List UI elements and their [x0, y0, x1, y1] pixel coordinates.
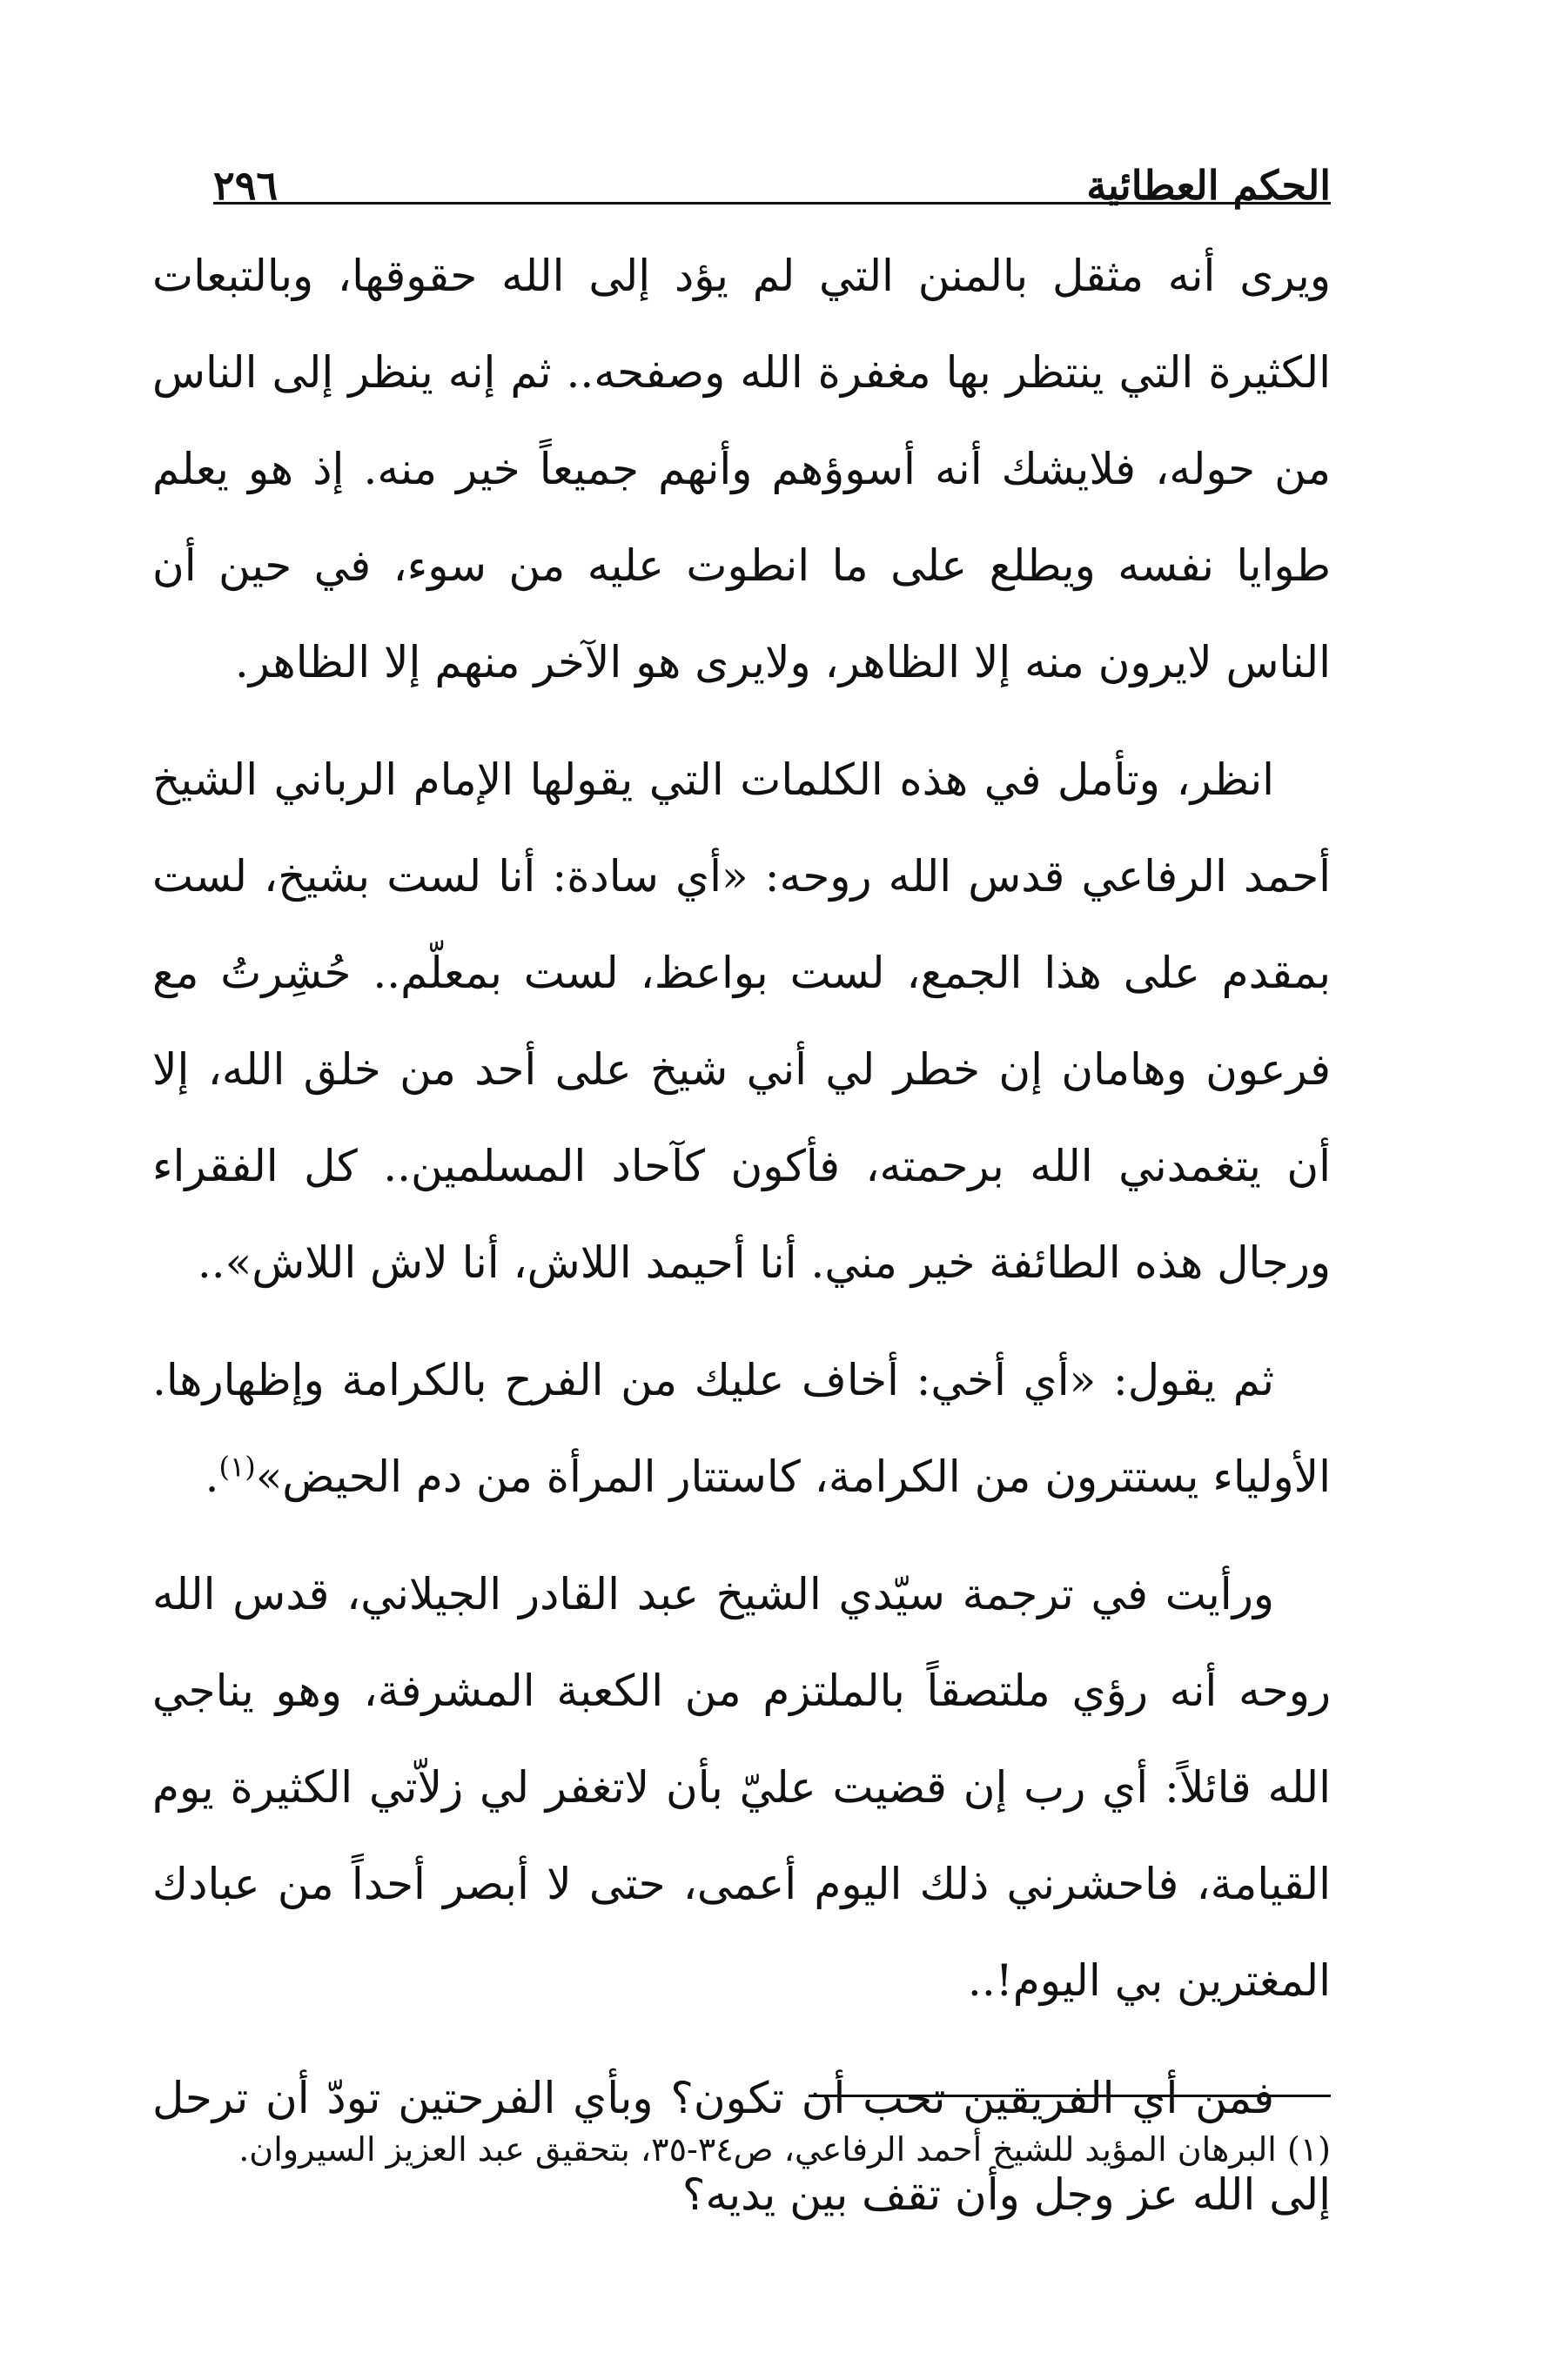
- paragraph: [152, 1332, 1331, 1525]
- paragraph: فمن أي الفريقين تحب أن تكون؟ وبأي الفرحتين تودّ أن ترحل إلى الله عز وجل وأن تقف بين يديه؟: [152, 2073, 1331, 2220]
- paragraph-end: .: [205, 1451, 219, 1502]
- page-number: ٢٩٦: [213, 162, 279, 209]
- paragraph: ورأيت في ترجمة سيّدي الشيخ عبد القادر الجيلاني، قدس الله روحه أنه رؤي ملتصقاً بالملتزم من الكعبة المشرفة، وهو يناجي الله قائلاً: أي رب إن قضيت عليّ بأن لاتغفر لي زلاّتي الكثيرة يوم القيامة، فاحشرني ذلك اليوم أعمى، حتى لا أبصر أحداً من عبادك المغترين بي اليوم!..: [152, 1569, 1331, 2006]
- paragraph-text: ثم يقول: «أي أخي: أخاف عليك من الفرح بالكرامة وإظهارها. الأولياء يستترون من الكرامة، كاستتار المرأة من دم الحيض»: [152, 1355, 1331, 1502]
- footnote-divider: [809, 2095, 1331, 2097]
- book-title: الحكم العطائية: [1086, 162, 1331, 209]
- header-divider: [213, 202, 1331, 204]
- paragraph: ويرى أنه مثقل بالمنن التي لم يؤد إلى الله حقوقها، وبالتبعات الكثيرة التي ينتظر بها مغفرة الله وصفحه.. ثم إنه ينظر إلى الناس من حوله، فلايشك أنه أسوؤهم وأنهم جميعاً خير منه. إذ هو يعلم طوايا نفسه ويطلع على ما انطوت عليه من سوء، في حين أن الناس لايرون منه إلا الظاهر، ولايرى هو الآخر منهم إلا الظاهر.: [152, 251, 1331, 687]
- paragraph: انظر، وتأمل في هذه الكلمات التي يقولها الإمام الرباني الشيخ أحمد الرفاعي قدس الله روحه: «أي سادة: أنا لست بشيخ، لست بمقدم على هذا الجمع، لست بواعظ، لست بمعلّم.. حُشِرتُ مع فرعون وهامان إن خطر لي أني شيخ على أحد من خلق الله، إلا أن يتغمدني الله برحمته، فأكون كآحاد المسلمين.. كل الفقراء ورجال هذه الطائفة خير مني. أنا أحيمد اللاش، أنا لاش اللاش»..: [152, 754, 1331, 1288]
- page-header: [213, 131, 1331, 209]
- footnote: (١) البرهان المؤيد للشيخ أحمد الرفاعي، ص٣٤-٣٥، بتحقيق عبد العزيز السيروان.: [238, 2130, 1331, 2169]
- footnote-reference[interactable]: (١): [218, 1450, 256, 1484]
- main-text: [152, 228, 1331, 2243]
